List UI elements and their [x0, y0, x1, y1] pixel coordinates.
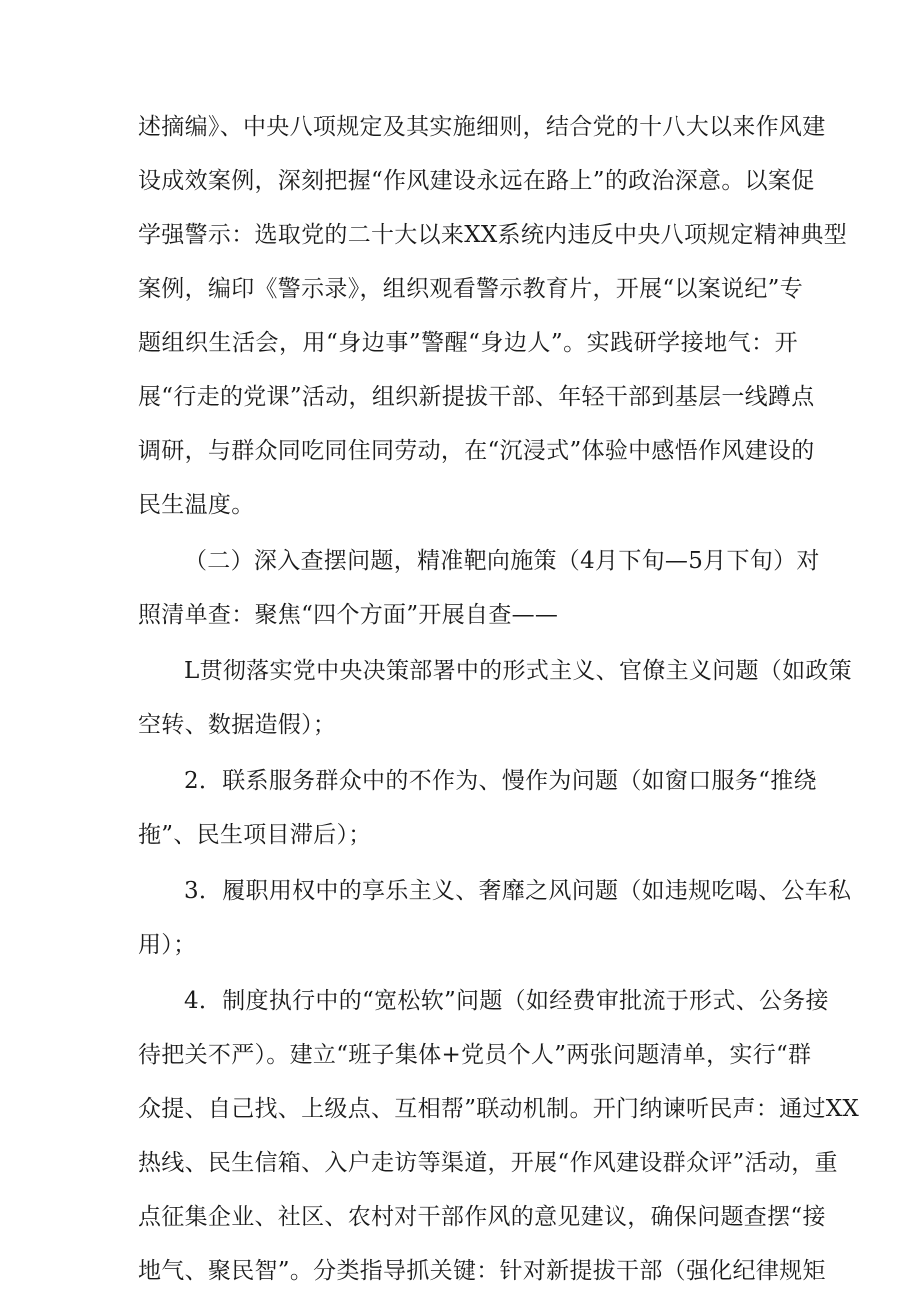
text-line: 展“行走的党课”活动，组织新提拔干部、年轻干部到基层一线蹲点 — [138, 384, 815, 410]
text-line: 设成效案例，深刻把握“作风建设永远在路上”的政治深意。以案促 — [138, 168, 815, 194]
paragraph-2 — [138, 534, 820, 642]
text-line: 地气、聚民智”。分类指导抓关键：针对新提拔干部（强化纪律规矩 — [138, 1258, 826, 1284]
text-line: 待把关不严）。建立“班子集体+党员个人”两张问题清单，实行“群 — [138, 1042, 812, 1068]
paragraph-5 — [138, 864, 852, 972]
text-line: 点征集企业、社区、农村对干部作风的意见建议，确保问题查摆“接 — [138, 1204, 826, 1230]
text-line: 题组织生活会，用“身边事”警醒“身边人”。实践研学接地气：开 — [138, 330, 798, 356]
paragraph-3 — [138, 644, 852, 752]
text-line: L贯彻落实党中央决策部署中的形式主义、官僚主义问题（如政策 — [184, 658, 852, 684]
text-line: 3．履职用权中的享乐主义、奢靡之风问题（如违规吃喝、公车私 — [184, 878, 852, 904]
text-line: 照清单查：聚焦“四个方面”开展自查—— — [138, 602, 559, 628]
paragraph-1 — [138, 100, 848, 532]
text-line: 4．制度执行中的“宽松软”问题（如经费审批流于形式、公务接 — [184, 988, 829, 1014]
text-line: 热线、民生信箱、入户走访等渠道，开展“作风建设群众评”活动，重 — [138, 1150, 838, 1176]
text-line: 拖”、民生项目滞后）； — [138, 822, 372, 848]
text-line: 调研，与群众同吃同住同劳动，在“沉浸式”体验中感悟作风建设的 — [138, 438, 815, 464]
text-line: 众提、自己找、上级点、互相帮”联动机制。开门纳谏听民声：通过XX — [138, 1096, 860, 1122]
paragraph-6 — [138, 974, 860, 1298]
text-line: 案例，编印《警示录》，组织观看警示教育片，开展“以案说纪”专 — [138, 276, 804, 302]
text-line: 用）； — [138, 932, 197, 958]
document-body — [138, 100, 860, 1300]
text-line: 空转、数据造假）； — [138, 712, 337, 738]
text-line: （二）深入查摆问题，精准靶向施策（4月下旬—5月下旬）对 — [184, 548, 820, 574]
text-line: 2．联系服务群众中的不作为、慢作为问题（如窗口服务“推绕 — [184, 768, 817, 794]
text-line: 民生温度。 — [138, 492, 255, 518]
text-line: 述摘编》、中央八项规定及其实施细则，结合党的十八大以来作风建 — [138, 114, 826, 140]
paragraph-4 — [138, 754, 817, 862]
text-line: 学强警示：选取党的二十大以来XX系统内违反中央八项规定精神典型 — [138, 222, 848, 248]
